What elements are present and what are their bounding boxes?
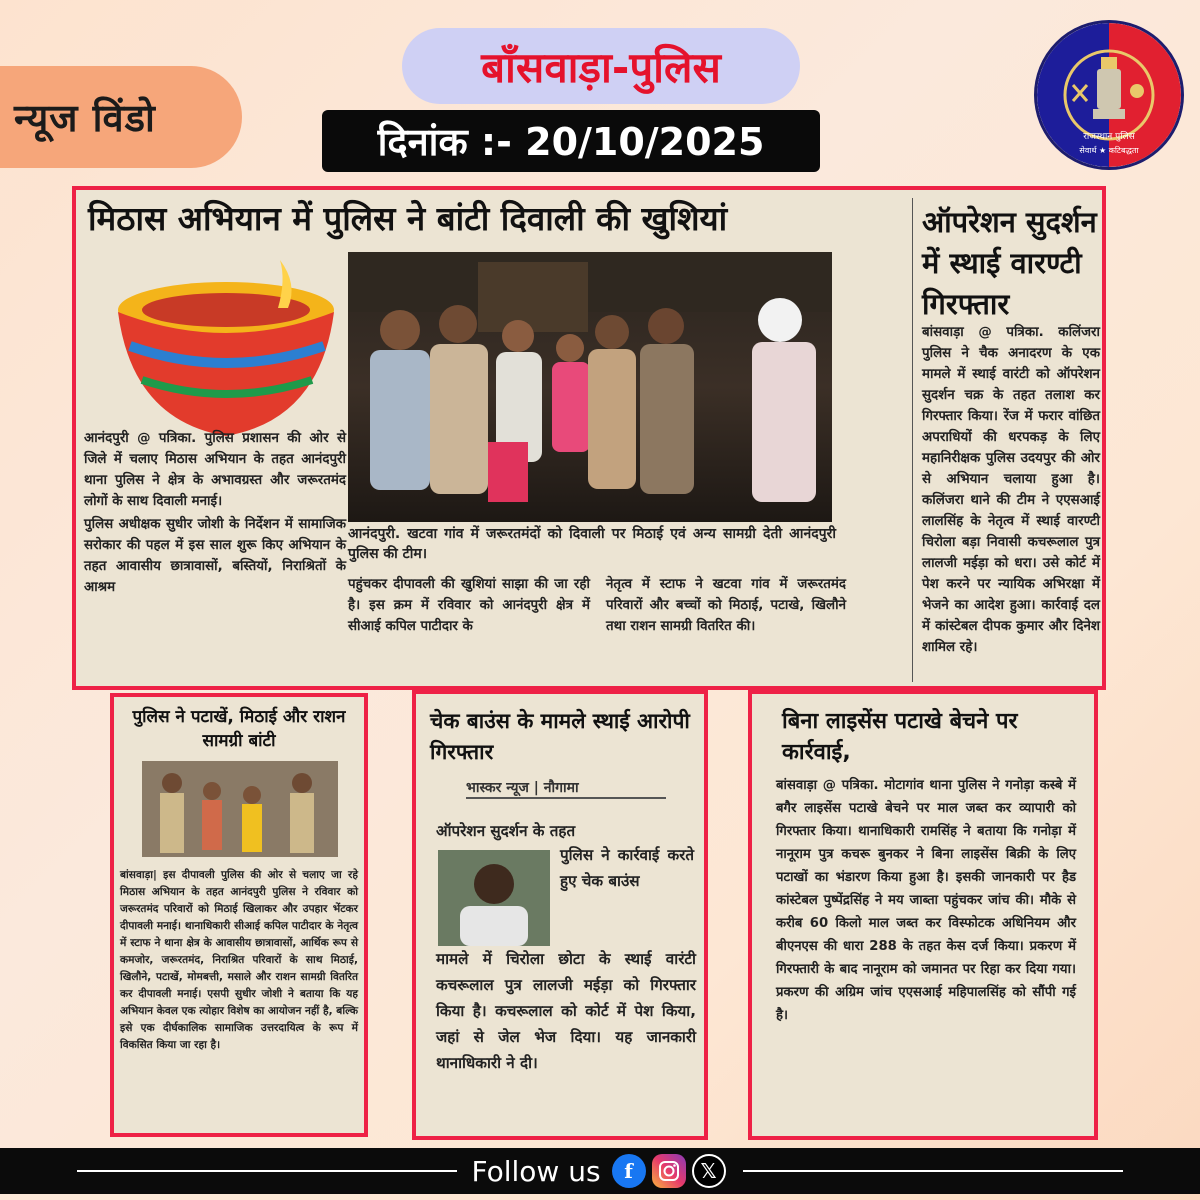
news-window-banner: [0, 66, 242, 168]
column-divider: [912, 198, 913, 682]
main-news-clipping: [72, 186, 1106, 690]
emblem-bottom-text: सेवार्थ ★ कटिबद्धता: [1079, 146, 1139, 155]
accused-photo: [438, 850, 550, 946]
clipping-a-photo: [142, 761, 338, 857]
clipping-b-byline: भास्कर न्यूज | नौगामा: [466, 778, 666, 799]
facebook-icon[interactable]: f: [612, 1154, 646, 1188]
clipping-c-text: बांसवाड़ा @ पत्रिका. मोटागांव थाना पुलिस ने गनोड़ा कस्बे में बगैर लाइसेंस पटाखे बेचने पर माल जब्त कर व्यापारी को गिरफ्तार किया। थानाधिकारी रामसिंह ने बताया कि गनोड़ा में नानूराम पुत्र कचरू बुनकर ने बिना लाइसेंस बिक्री के लिए पटाखों का भंडारण किया हुआ है। इसकी जानकारी पर हैड कांस्टेबल पुष्पेंद्रसिंह ने मय जाब्ता पहुंचकर जांच की। मौके से करीब 60 किलो माल जब्त कर विस्फोटक अधिनियम और बीएनएस की धारा 288 के तहत केस दर्ज किया। प्रकरण में गिरफ्तारी के बाद नानूराम को जमानत पर रिहा कर दिया गया। प्रकरण की अग्रिम जांच एएसआई महिपालसिंह को सौंपी गई है।: [776, 778, 1076, 1023]
main-headline: मिठास अभियान में पुलिस ने बांटी दिवाली की खुशियां: [88, 199, 728, 238]
main-article-intro: आनंदपुरी @ पत्रिका. पुलिस प्रशासन की ओर से जिले में चलाए मिठास अभियान के तहत आनंदपुरी थाना पुलिस ने क्षेत्र के अभावग्रस्त और जरूरतमंद लोगों के साथ दिवाली मनाई।: [84, 431, 346, 509]
emblem-top-text: राजस्थान पुलिस: [1083, 132, 1135, 142]
footer-left-line: [77, 1170, 457, 1172]
side-headline: ऑपरेशन सुदर्शन में स्थाई वारण्टी गिरफ्तार: [922, 205, 1097, 321]
news-window-label: न्यूज विंडो: [14, 96, 156, 140]
clipping-a-text: बांसवाड़ा| इस दीपावली पुलिस की ओर से चलाए जा रहे मिठास अभियान के तहत आनंदपुरी पुलिस ने रविवार को जरूरतमंद परिवारों को मिठाई खिलाकर और उपहार भेंटकर दीपावली मनाई। थानाधिकारी सीआई कपिल पाटीदार के नेतृत्व में स्टाफ ने थाना क्षेत्र के आवासीय छात्रावासों, आर्थिक रूप से कमजोर, जरूरतमंद, निराश्रित परिवारों के साथ मिठाई, खिलौने, पटाखें, मोमबत्ती, मसाले और राशन सामग्री वितरित कर दीपावली मनाई। एसपी सुधीर जोशी ने बताया कि यह अभियान केवल एक त्योहार विशेष का आयोजन नहीं है, बल्कि इसे एक दीर्घकालिक सामाजिक उत्तरदायित्व के रूप में विकसित किया जा रहा है।: [120, 869, 359, 1051]
clipping-cheque-bounce: [412, 690, 708, 1140]
diya-icon: [102, 250, 342, 450]
photo-caption: [348, 524, 836, 564]
diya-image: [102, 250, 342, 450]
instagram-icon[interactable]: [652, 1154, 686, 1188]
accused-portrait-icon: [438, 850, 550, 946]
clipping-a-headline: पुलिस ने पटाखें, मिठाई और राशन सामग्री बांटी: [132, 707, 346, 751]
main-article-column-2: [348, 574, 590, 637]
police-team-photo: [348, 252, 832, 522]
clipping-b-text: मामले में चिरोला छोटा के स्थाई वारंटी कचरूलाल पुत्र लालजी मईड़ा को गिरफ्तार किया है। कचरूलाल को कोर्ट में पेश किया, जहां से जेल भेज दिया। यह जानकारी थानाधिकारी ने दी।: [436, 950, 696, 1072]
x-icon[interactable]: 𝕏: [692, 1154, 726, 1188]
clipping-a-article: [120, 867, 358, 1054]
clipping-b-article: [436, 946, 696, 1076]
follow-us-label: Follow us: [471, 1154, 601, 1188]
side-article-text: बांसवाड़ा @ पत्रिका. कलिंजरा पुलिस ने चैक अनादरण के एक मामले में स्थाई वारंटी को ऑपरेशन सुदर्शन चक्र के तहत तलाश कर गिरफ्तार किया। रेंज में फरार वांछित अपराधियों की धरपकड़ के लिए महानिरीक्षक पुलिस उदयपुर की ओर से अभियान चलाया हुआ है। कलिंजरा थाने की टीम ने एएसआई लालसिंह के नेतृत्व में स्थाई वारण्टी चिरोला बड़ा निवासी कचरूलाल पुत्र लालजी मईड़ा को धरा। उसे कोर्ट में पेश करने पर न्यायिक अभिरक्षा में भेजने का आदेश हुआ। कार्रवाई दल में कांस्टेबल दीपक कुमार और दिनेश शामिल रहे।: [922, 325, 1100, 655]
main-article-col3-text: नेतृत्व में स्टाफ ने खटवा गांव में जरूरतमंद परिवारों और बच्चों को मिठाई, पटाखे, खिलौने तथा राशन सामग्री वितरित की।: [606, 577, 846, 634]
photo-caption-text: आनंदपुरी. खटवा गांव में जरूरतमंदों को दिवाली पर मिठाई एवं अन्य सामग्री देती आनंदपुरी पुलिस की टीम।: [348, 526, 836, 562]
main-article-para-2: पुलिस अधीक्षक सुधीर जोशी के निर्देशन में सामाजिक सरोकार की पहल में इस साल शुरू किए अभियान के तहत आवासीय छात्रावासों, बस्तियों, निराश्रितों के आश्रम: [84, 517, 346, 595]
date-banner: [322, 110, 820, 172]
rajasthan-police-emblem: [1034, 20, 1184, 170]
footer-bar: [0, 1148, 1200, 1194]
clipping-b-article-side: [560, 842, 694, 894]
police-with-family-icon: [142, 761, 338, 857]
footer-right-line: [743, 1170, 1123, 1172]
main-article-col2-text: पहुंचकर दीपावली की खुशियां साझा की जा रही है। इस क्रम में रविवार को आनंदपुरी क्षेत्र में सीआई कपिल पाटीदार के: [348, 577, 590, 634]
date-text: दिनांक :- 20/10/2025: [377, 120, 765, 164]
clipping-b-text-side: पुलिस ने कार्रवाई करते हुए चेक बाउंस: [560, 846, 694, 890]
clipping-c-headline: बिना लाइसेंस पटाखे बेचने पर कार्रवाई,: [782, 709, 1018, 765]
department-title: [402, 28, 800, 104]
clipping-c-article: [776, 774, 1076, 1027]
clipping-license: [748, 690, 1098, 1140]
main-article-column-3: [606, 574, 846, 637]
clipping-b-text-top: ऑपरेशन सुदर्शन के तहत: [436, 822, 576, 840]
clipping-distribution: [110, 693, 368, 1137]
clipping-b-headline: चेक बाउंस के मामले स्थाई आरोपी गिरफ्तार: [430, 709, 690, 764]
police-distribution-scene-icon: [348, 252, 832, 522]
department-title-text: बाँसवाड़ा-पुलिस: [481, 42, 721, 92]
main-article-column-1: [84, 428, 346, 598]
side-article: [922, 322, 1100, 658]
clipping-b-article-top: [436, 818, 696, 844]
